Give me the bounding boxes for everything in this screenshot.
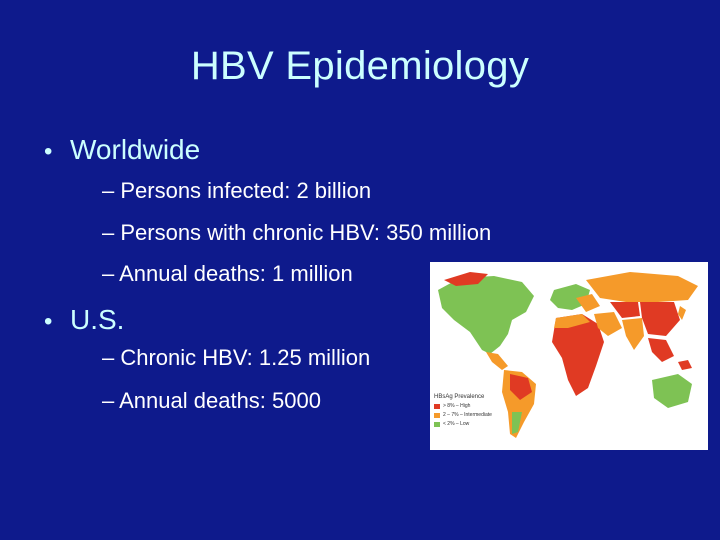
region-russia bbox=[586, 272, 698, 302]
bullet-label: Worldwide bbox=[70, 134, 201, 165]
region-central-america bbox=[486, 352, 508, 370]
region-south-asia bbox=[622, 318, 644, 350]
sub-bullet: – Persons infected: 2 billion bbox=[102, 178, 372, 203]
legend-item-low bbox=[434, 421, 510, 427]
legend-label: > 8% – High bbox=[443, 403, 471, 409]
legend-swatch bbox=[434, 422, 440, 427]
bullet-label: U.S. bbox=[70, 304, 125, 335]
slide-title: HBV Epidemiology bbox=[190, 44, 530, 88]
bullet-worldwide bbox=[44, 134, 200, 166]
legend-item-high bbox=[434, 403, 510, 409]
sub-bullet: – Chronic HBV: 1.25 million bbox=[102, 345, 371, 370]
legend-title: HBsAg Prevalence bbox=[434, 394, 485, 400]
region-east-asia bbox=[640, 302, 680, 336]
sub-bullet: – Annual deaths: 5000 bbox=[102, 388, 321, 413]
map-legend bbox=[434, 394, 510, 427]
region-southeast-asia bbox=[648, 338, 674, 362]
world-prevalence-map bbox=[430, 262, 708, 450]
region-pacific-islands bbox=[678, 360, 692, 370]
sub-bullet: – Persons with chronic HBV: 350 million bbox=[102, 220, 492, 245]
legend-item-intermediate bbox=[434, 412, 510, 418]
bullet-dot: • bbox=[44, 138, 53, 165]
sub-bullet: – Annual deaths: 1 million bbox=[102, 261, 353, 286]
bullet-us bbox=[44, 304, 124, 336]
legend-label: < 2% – Low bbox=[443, 421, 470, 427]
bullet-dot: • bbox=[44, 308, 53, 335]
legend-swatch bbox=[434, 404, 440, 409]
region-north-america bbox=[438, 276, 534, 354]
region-australia bbox=[652, 374, 692, 408]
legend-swatch bbox=[434, 413, 440, 418]
legend-label: 2 – 7% – Intermediate bbox=[443, 412, 492, 418]
